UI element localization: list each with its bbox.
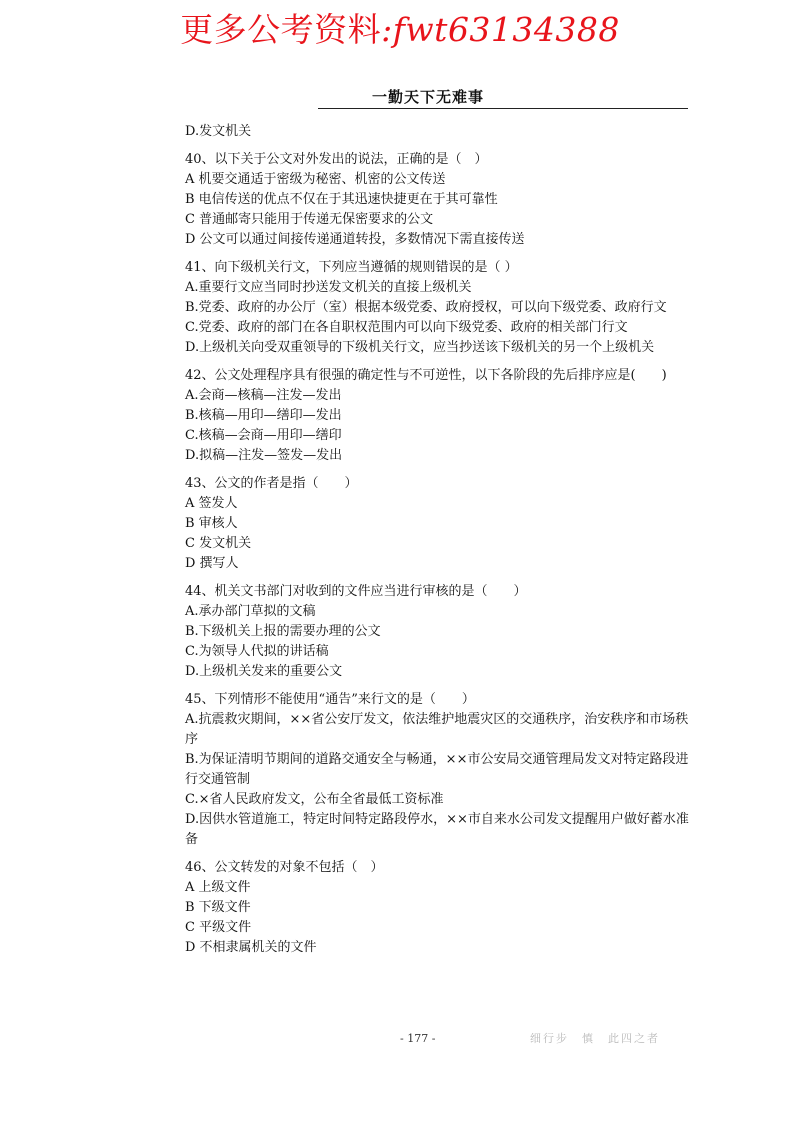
option-c: C 普通邮寄只能用于传递无保密要求的公文 [185, 212, 434, 227]
banner-prefix: 更多公考资料 [180, 10, 382, 49]
option-d: D 公文可以通过间接传递通道转投，多数情况下需直接传送 [185, 232, 525, 247]
question-stem: 43、公文的作者是指（ ） [185, 476, 358, 491]
question-stem: 46、公文转发的对象不包括（ ） [185, 860, 384, 875]
question-45 [185, 690, 700, 850]
option-c: C.×省人民政府发文，公布全省最低工资标准 [185, 792, 444, 807]
question-44 [185, 582, 700, 682]
question-40 [185, 150, 700, 250]
banner-handle: fwt63134388 [392, 10, 620, 49]
option-c: C.党委、政府的部门在各自职权范围内可以向下级党委、政府的相关部门行文 [185, 320, 628, 335]
question-43 [185, 474, 700, 574]
question-content [185, 122, 700, 958]
promo-banner [0, 4, 800, 51]
question-stem: 45、下列情形不能使用“通告”来行文的是（ ） [185, 692, 475, 707]
option-a: A 签发人 [185, 496, 238, 511]
option-a: A.重要行文应当同时抄送发文机关的直接上级机关 [185, 280, 472, 295]
question-41 [185, 258, 700, 358]
question-46 [185, 858, 700, 958]
option-c: C.为领导人代拟的讲话稿 [185, 644, 329, 659]
page-number: - 177 - [400, 1032, 436, 1045]
running-head: 一勤天下无难事 [372, 88, 485, 106]
option-a: A 机要交通适于密级为秘密、机密的公文传送 [185, 172, 446, 187]
option-c: C 平级文件 [185, 920, 252, 935]
option-b: B 电信传送的优点不仅在于其迅速快捷更在于其可靠性 [185, 192, 498, 207]
question-stem: 40、以下关于公文对外发出的说法，正确的是（ ） [185, 152, 488, 167]
question-42 [185, 366, 700, 466]
option-a: A 上级文件 [185, 880, 251, 895]
option-d: D.拟稿—注发—签发—发出 [185, 448, 343, 463]
option-d: D.因供水管道施工，特定时间特定路段停水，××市自来水公司发文提醒用户做好蓄水准备 [185, 812, 689, 847]
option-b: B 下级文件 [185, 900, 251, 915]
option-b: B 审核人 [185, 516, 238, 531]
option-d: D 不相隶属机关的文件 [185, 940, 317, 955]
question-stem: 44、机关文书部门对收到的文件应当进行审核的是（ ） [185, 584, 527, 599]
option-c: C.核稿—会商—用印—缮印 [185, 428, 342, 443]
question-stem: 41、向下级机关行文，下列应当遵循的规则错误的是（ ） [185, 260, 518, 275]
option-d: D.上级机关发来的重要公文 [185, 664, 343, 679]
option-c: C 发文机关 [185, 536, 252, 551]
banner-colon: : [381, 10, 393, 49]
question-stem: 42、公文处理程序具有很强的确定性与不可逆性，以下各阶段的先后排序应是( ) [185, 368, 667, 383]
option-b: B.下级机关上报的需要办理的公文 [185, 624, 381, 639]
option-d: D.上级机关向受双重领导的下级机关行文，应当抄送该下级机关的另一个上级机关 [185, 340, 655, 355]
option-d: D 撰写人 [185, 556, 239, 571]
lead-option: D.发文机关 [185, 124, 252, 139]
faint-footer-text: 细行步 慎 此四之者 [530, 1032, 660, 1045]
option-a: A.抗震救灾期间，××省公安厅发文，依法维护地震灾区的交通秩序，治安秩序和市场秩序 [185, 712, 689, 747]
option-a: A.会商—核稿—注发—发出 [185, 388, 342, 403]
option-b: B.党委、政府的办公厅（室）根据本级党委、政府授权，可以向下级党委、政府行文 [185, 300, 667, 315]
option-b: B.核稿—用印—缮印—发出 [185, 408, 342, 423]
option-a: A.承办部门草拟的文稿 [185, 604, 316, 619]
header-rule [318, 108, 688, 109]
option-b: B.为保证清明节期间的道路交通安全与畅通，××市公安局交通管理局发文对特定路段进行交通管制 [185, 752, 689, 787]
